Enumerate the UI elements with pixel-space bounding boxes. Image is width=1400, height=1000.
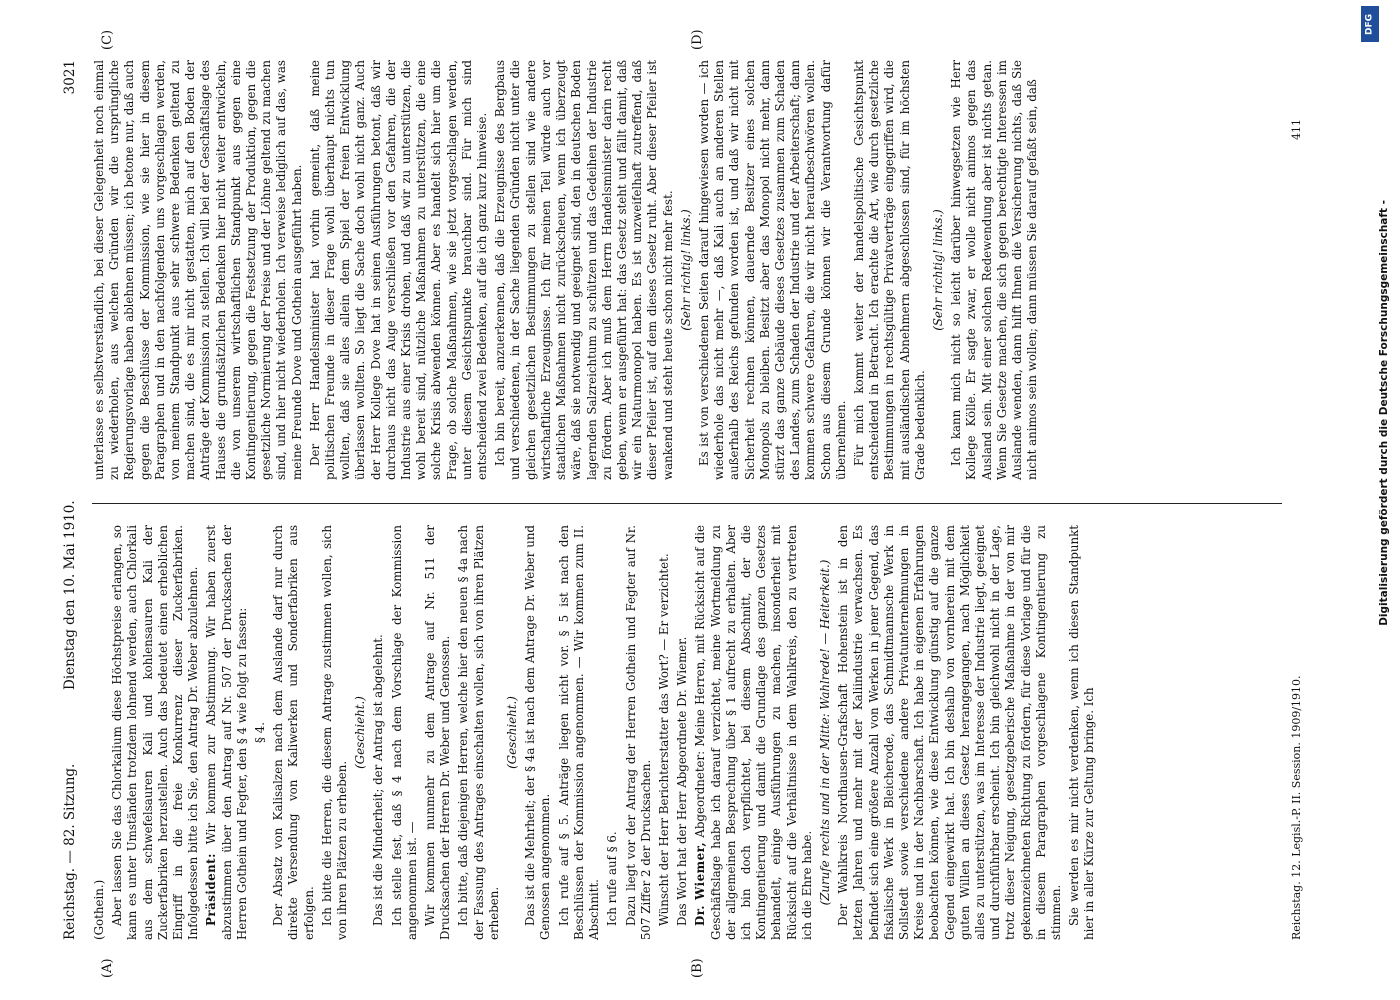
digitization-strip	[1358, 0, 1390, 1000]
stage-direction: (Zurufe rechts und in der Mitte: Wahlrede! — Heiterkeit.)	[817, 559, 832, 906]
paragraph: Das Wort hat der Herr Abgeordnete Dr. Wiemer.	[675, 636, 690, 926]
paragraph: Das ist die Minderheit; der Antrag ist abgelehnt.	[371, 634, 386, 926]
stage-direction: (Sehr richtig! links.)	[678, 209, 693, 331]
paragraph: Ich bin bereit, anzuerkennen, daß die Erzeugnisse des Bergbaus und verschiedenen, in der Sache liegenden Gründen nicht unter die gleichen gesetzlichen Bestimmungen zu stellen sind wie andere wirtschaftliche Erzeugnisse. Ich für meinen Teil würde auch vor staatlichen Maßnahmen nicht zurückscheuen, wenn ich überzeugt wäre, daß sie notwendig und geeignet sind, den in deutschen Boden lagernden Salzreichtum zu schützen und das Gedeihen der Industrie zu fördern. Aber ich muß dem Herrn Handelsminister darin recht geben, wenn er ausgeführt hat: das Gesetz steht und fällt damit, daß wir ein Naturmonopol haben. Es ist unzweifelhaft zutreffend, daß dieser Pfeiler ist, auf dem dieses Gesetz ruht. Aber dieser Pfeiler ist wankend und steht heute schon nicht mehr fest.	[493, 60, 675, 480]
paragraph: Für mich kommt weiter der handelspolitische Gesichtspunkt entscheidend in Betracht. Ich erachte die Art, wie durch gesetzliche Bestimmungen in rechtsgültige Privatverträge eingegriffen wird, die mit ausländischen Abnehmern abgeschlossen sind, für im höchsten Grade bedenklich.	[851, 60, 927, 480]
dfg-logo: DFG	[1361, 6, 1379, 42]
paragraph: Abgeordneter: Meine Herren, mit Rücksicht auf die Geschäftslage habe ich darauf verzichtet, meine Wortmeldung zu der allgemeinen Besprechung über § 1 aufrecht zu erhalten. Aber ich bin doch verpflichtet, bei diesem Abschnitt, der die Kontingentierung und damit die Grundlage des ganzen Gesetzes behandelt, einige Ausführungen zu machen, insonderheit mit Rücksicht auf die Verhältnisse in dem Wahlkreis, den zu vertreten ich die Ehre habe.	[693, 524, 814, 940]
stage-direction: (Geschieht.)	[353, 696, 368, 769]
section-heading: § 4.	[253, 722, 268, 743]
column-divider	[92, 503, 1282, 504]
margin-mark-b: (B)	[690, 958, 705, 978]
paragraph: Ich bitte die Herren, die diesem Antrage zustimmen wollen, sich von ihren Plätzen zu erheben.	[319, 525, 350, 940]
right-column	[92, 60, 1282, 480]
paragraph: Der Wahlkreis Nordhausen-Grafschaft Hohenstein ist in den letzten Jahren und mehr mit der Kaliindustrie verwachsen. Es befindet sich eine größere Anzahl von Werken in jener Gegend, das fiskalische Werk in Bleicherode, das Schmidtmannsche Werk in Sollstedt sowie verschiedene andere Privatunternehmungen in Kreise und in der Nachbarschaft. Ich habe in eigenen Erfahrungen beobachten können, wie diese Entwicklung günstig auf die ganze Gegend eingewirkt hat. Ich bin deshalb von vornherein mit dem guten Willen an dieses Gesetz herangegangen, nach Möglichkeit alles zu unterstützen, was im Interesse der Industrie liegt, geeignet und durchführbar erscheint. Ich bin gleichwohl nicht in der Lage, trotz dieser Neigung, gesetzgeberische Maßnahme in der von mir gekennzeichneten Richtung zu fördern, für diese Vorlage und für die in diesem Paragraphen vorgeschlagene Kontingentierung zu stimmen.	[836, 525, 1063, 940]
speaker-marker: (Gothein.)	[92, 879, 106, 940]
paragraph: Wir kommen zur Abstimmung. Wir haben zuerst abzustimmen über den Antrag auf Nr. 507 der Drucksachen der Herren Gothein und Fegter, den § 4 wie folgt zu fassen:	[204, 524, 249, 940]
header-left: Reichstag. — 82. Sitzung.	[62, 763, 78, 940]
paragraph: Das ist die Mehrheit; der § 4a ist nach dem Antrage Dr. Weber und Genossen angenommen.	[523, 525, 553, 940]
paragraph: Sie werden es mir nicht verdenken, wenn ich diesen Standpunkt hier in aller Kürze zur Geltung bringe. Ich	[1067, 525, 1097, 940]
paragraph: Ich rufe auf § 6.	[605, 831, 620, 926]
page-header	[62, 60, 88, 940]
paragraph: Dazu liegt vor der Antrag der Herren Gothein und Fegter auf Nr. 507 Ziffer 2 der Drucksachen.	[623, 525, 653, 940]
margin-mark-c: (C)	[100, 29, 115, 50]
quoted-text: Der Absatz von Kalisalzen nach dem Auslande darf nur durch direkte Versendung von Kaliwerken und Sonderfabriken aus erfolgen.	[271, 525, 316, 940]
paragraph: Ich stelle fest, daß § 4 nach dem Vorschlage der Kommission angenommen ist. —	[389, 525, 419, 940]
paragraph: Es ist von verschiedenen Seiten darauf hingewiesen worden — ich wiederhole das nicht mehr —, daß Kali auch an anderen Stellen außerhalb des Reichs gefunden worden ist, und daß wir nicht mit Sicherheit rechnen können, dauernde Besitzer eines solchen Monopols zu bleiben. Besitzt aber das Monopol nicht mehr, dann stürzt das ganze Gebäude dieses Gesetzes zusammen zum Schaden des Landes, zum Schaden der Industrie und der Arbeiterschaft; dann kommen schwere Gefahren, die wir nicht heraufbeschwören wollen. Schon aus diesem Grunde können wir die Verantwortung dafür übernehmen.	[696, 60, 848, 480]
paragraph: Wir kommen nunmehr zu dem Antrage auf Nr. 511 der Drucksachen der Herren Dr. Weber und Genossen.	[423, 525, 453, 940]
paragraph: Der Herr Handelsminister hat vorhin gemeint, daß meine politischen Freunde in dieser Frage wohl überhaupt nichts tun wollten, daß sie alles allein dem Spiel der freien Entwicklung überlassen wollten. So liegt die Sache doch wohl nicht ganz. Auch der Herr Kollege Dove hat in seinen Ausführungen betont, daß wir durchaus nicht das Auge verschließen vor den Gefahren, die der Industrie aus einer Krisis drohen, und daß wir zu unterstützen, die wohl bereit sind, nützliche Maßnahmen zu unterstützen, die eine solche Krisis abwenden können. Aber es handelt sich hier um die Frage, ob solche Maßnahmen, wie sie jetzt vorgeschlagen werden, unter diesem Gesichtspunkte brauchbar sind. Für mich sind entscheidend zwei Bedenken, auf die ich ganz kurz hinweise.	[307, 60, 490, 480]
margin-mark-d: (D)	[690, 29, 705, 50]
paragraph: Aber lassen Sie das Chlorkalium diese Höchstpreise erlangen, so kann es unter Umständen trotzdem lohnend werden, auch Chlorkali aus dem schwefelsauren Kali und kohlensauren Kali der Zuckerfabriken herzustellen. Auch das bedeutet einen erheblichen Eingriff in die freie Konkurrenz dieser Zuckerfabriken. Infolgedessen bitte ich Sie, den Antrag Dr. Weber abzulehnen.	[110, 525, 201, 940]
stage-direction: (Geschieht.)	[505, 696, 520, 769]
signature-mark: 411	[1290, 119, 1303, 140]
speaker-name: Präsident:	[204, 853, 219, 926]
paragraph: Ich bitte, daß diejenigen Herren, welche hier den neuen § 4a nach der Fassung des Antrages einschalten wollen, sich von ihren Plätzen erheben.	[456, 525, 501, 940]
left-column	[92, 525, 1282, 940]
paragraph: unterlasse es selbstverständlich, bei dieser Gelegenheit noch einmal zu wiederholen, aus welchen Gründen wir die ursprüngliche Regierungsvorlage haben ablehnen müssen; ich betone nur, daß auch gegen die Beschlüsse der Kommission, wie sie hier in diesem Paragraphen und in den nachfolgenden uns vorgeschlagen werden, von meinem Standpunkt aus sehr schwere Bedenken geltend zu machen sind, die es mir nicht gestatten, mich auf den Boden der Anträge der Kommission zu stellen. Ich will bei der Geschäftslage des Hauses die grundsätzlichen Bedenken hier nicht weiter entwickeln, die von unserem wirtschaftlichen Standpunkt aus gegen eine Kontingentierung, gegen die Festsetzung der Produktion, gegen die gesetzliche Normierung der Preise und der Löhne geltend zu machen sind, und hier nicht wiederholen. Ich verweise lediglich auf das, was meine Freunde Dove und Gothein ausgeführt haben.	[92, 60, 304, 480]
stage-direction: (Sehr richtig! links.)	[930, 209, 945, 331]
digitization-note: Digitalisierung gefördert durch die Deutsche Forschungsgemeinschaft -	[1378, 200, 1390, 626]
speaker-name: Dr. Wiemer,	[693, 841, 708, 926]
header-date: Dienstag den 10. Mai 1910.	[62, 500, 78, 690]
page-number: 3021	[62, 60, 78, 95]
paragraph: Ich rufe auf § 5. Anträge liegen nicht vor. § 5 ist nach den Beschlüssen der Kommission angenommen. — Wir kommen zum II. Abschnitt.	[556, 525, 602, 940]
paragraph: Wünscht der Herr Berichterstatter das Wort? — Er verzichtet.	[656, 553, 671, 926]
paragraph: Ich kann mich nicht so leicht darüber hinwegsetzen wie Herr Kollege Kölle. Er sagte zwar, er wolle nicht animos gegen das Ausland sein. Mit einer solchen Redewendung aber ist nichts getan. Wenn Sie Gesetze machen, die sich gegen berechtigte Interessen im Auslande wenden, dann hilft Ihnen die Versicherung nichts, daß Sie nicht animos sein wollen; dann müssen Sie darauf gefaßt sein, daß	[949, 60, 1040, 480]
margin-mark-a: (A)	[100, 958, 115, 978]
page-footer: Reichstag. 12. Legisl.-P. II. Session. 1909/1910.	[1290, 675, 1303, 940]
